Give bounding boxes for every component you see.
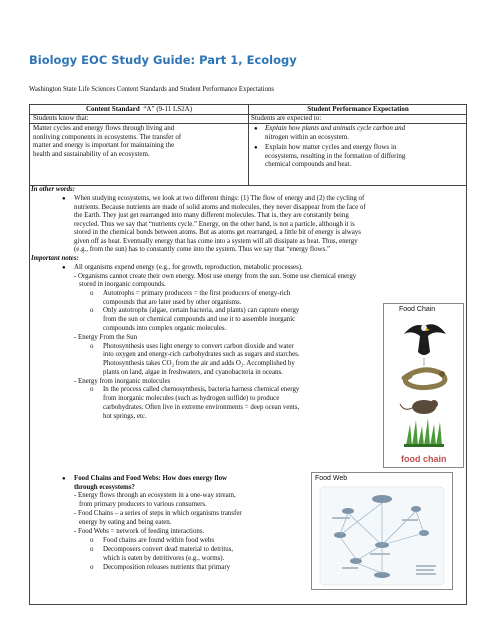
food-web-label: Food Web xyxy=(315,475,348,482)
bullet-icon: ● xyxy=(254,145,258,151)
note-line: - Organisms cannot create their own energy. Most use energy from the sun. Some use chemical energy xyxy=(74,273,357,280)
sub-bullet-icon: o xyxy=(90,307,94,314)
note-line: Photosynthesis uses light energy to convert carbon dioxide and water xyxy=(103,343,294,350)
content-standard-header: Content Standard “A” (9-11 LS2A) xyxy=(85,105,193,113)
food-chain-illustration xyxy=(384,304,463,467)
performance-expectation-header: Student Performance Expectation xyxy=(307,105,409,113)
sub-bullet-icon: o xyxy=(90,564,94,571)
note-line: plants on land, algae in freshwaters, and cyanobacteria in oceans. xyxy=(103,369,283,376)
sub-bullet-icon: o xyxy=(90,537,94,544)
note-line: - Energy from inorganic molecules xyxy=(74,378,171,385)
snake-icon xyxy=(404,370,445,388)
note-line: All organisms expend energy (e.g., for growth, reproduction, metabolic processes). xyxy=(74,264,303,271)
food-webs-line: from primary producers to various consumers. xyxy=(79,501,207,508)
note-line: hot springs, etc. xyxy=(103,413,147,420)
standards-table xyxy=(29,104,467,186)
page-title: Biology EOC Study Guide: Part 1, Ecology xyxy=(29,53,297,67)
food-webs-line: - Food Chains – a series of steps in which organisms transfer xyxy=(74,510,242,517)
whale-icon xyxy=(372,495,392,503)
grass-icon xyxy=(404,418,444,447)
note-line: into oxygen and energy-rich carbohydrates such as sugars and starches. xyxy=(103,351,300,358)
page-subtitle: Washington State Life Sciences Content Standards and Student Performance Expectations xyxy=(29,86,275,93)
food-chain-caption: food chain xyxy=(401,454,447,464)
mouse-icon xyxy=(400,400,438,414)
note-line: stored in inorganic compounds. xyxy=(79,281,166,288)
food-webs-heading: Food Chains and Food Webs: How does energy flow through ecosystems? xyxy=(74,475,228,491)
important-notes-heading: Important notes: xyxy=(31,255,79,262)
note-line: - Energy From the Sun xyxy=(74,334,138,341)
bullet-icon: ● xyxy=(62,265,66,271)
eagle-icon xyxy=(404,324,446,355)
bullet-icon: ● xyxy=(254,126,258,132)
bullet-icon: ● xyxy=(62,476,66,482)
note-line: carbohydrates. Often live in extreme environments = deep ocean vents, xyxy=(103,404,300,411)
expectation-item: Explain how matter cycles and energy flows in ecosystems, resulting in the formation of differing chemical compounds and heat. xyxy=(265,143,406,169)
sub-bullet-icon: o xyxy=(90,386,94,393)
expectation-item: Explain how plants and animals cycle carbon and nitrogen within an ecosystem. xyxy=(265,124,406,141)
sub-bullet-icon: o xyxy=(90,290,94,297)
food-webs-line: Decomposition releases nutrients that primary xyxy=(103,564,231,571)
other-words-paragraph: When studying ecosystems, we look at two different things: (1) The flow of energy and (2) the cycling of nutrients. Because nutrients are made of solid atoms and molecules, they never disappear from the face of the Earth. They just get rearranged into many different molecules. That is, they are constantly being recycled. Thus we say that “nutrients cycle.” Energy, on the other hand, is not a particle, although it is stored in the chemical bonds between atoms. But as atoms get rearranged, a little bit of energy is always given off as heat. Eventually energy that has come into a system will all dissipate as heat. Thus, energy (e.g., from the sun) has to constantly come into the system. Thus we say that “energy flows.” xyxy=(74,195,366,253)
food-webs-line: which is eaten by detritivores (e.g., worms). xyxy=(103,555,225,562)
content-standard-text: Matter cycles and energy flows through living and nonliving components in ecosystems. The transfer of matter and energy is important for maintaining the health and sustainability of an ecosystem. xyxy=(33,124,182,158)
food-webs-line: - Food Webs = network of feeding interactions. xyxy=(74,528,205,535)
food-webs-line: - Energy flows through an ecosystem in a one-way stream, xyxy=(74,492,236,499)
food-chain-label: Food Chain xyxy=(399,306,436,313)
food-webs-line: Decomposers convert dead material to detritus, xyxy=(103,546,234,553)
food-webs-line: energy by eating and being eaten. xyxy=(79,519,172,526)
food-webs-line: Food chains are found within food webs xyxy=(103,537,214,544)
sub-bullet-icon: o xyxy=(90,546,94,553)
note-line: compounds that are later used by other organisms. xyxy=(103,299,242,306)
sub-bullet-icon: o xyxy=(90,343,94,350)
note-line: Photosynthesis takes CO₂ from the air and adds O₂. Accomplished by xyxy=(103,360,295,367)
food-web-diagram xyxy=(312,473,452,589)
students-know-label: Students know that: xyxy=(33,114,89,122)
other-words-heading: In other words: xyxy=(31,186,76,193)
bullet-icon: ● xyxy=(62,196,66,202)
note-line: compounds into complex organic molecules. xyxy=(103,325,227,332)
note-line: In the process called chemosynthesis, bacteria harness chemical energy xyxy=(103,386,300,393)
note-line: Only autotrophs (algae, certain bacteria, and plants) can capture energy xyxy=(103,307,300,314)
students-expected-label: Students are expected to: xyxy=(251,114,322,122)
food-chain-figure xyxy=(383,303,464,468)
note-line: from the sun or chemical compounds and use it to assemble inorganic xyxy=(103,316,296,323)
note-line: from inorganic molecules (such as hydrogen sulfide) to produce xyxy=(103,395,280,402)
note-line: Autotrophs = primary producers = the first producers of energy-rich xyxy=(103,290,291,297)
food-web-figure xyxy=(311,472,453,590)
